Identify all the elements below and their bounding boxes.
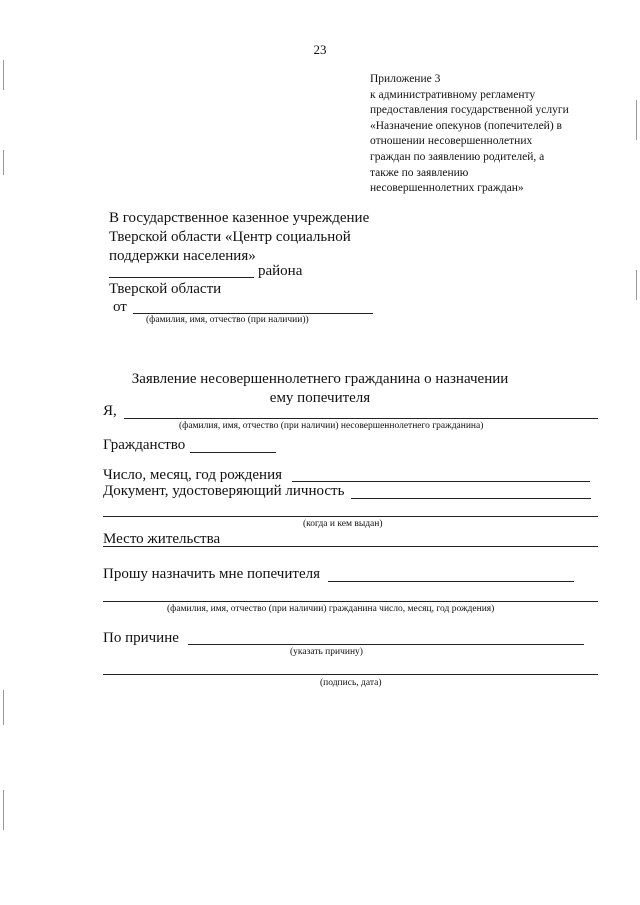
appendix-line: также по заявлению [370,166,469,179]
citizenship-label: Гражданство [103,437,186,453]
district-field[interactable] [109,277,254,278]
appendix-line: отношении несовершеннолетних [370,135,533,148]
document-field-continued[interactable] [103,516,598,517]
scan-edge-mark [636,270,637,300]
appendix-line: несовершеннолетних граждан» [370,182,524,195]
addressee-line-1: В государственное казенное учреждение [109,210,370,226]
from-caption: (фамилия, имя, отчество (при наличии)) [146,315,309,325]
guardian-field[interactable] [328,581,574,582]
appendix-line: Приложение 3 [370,73,441,85]
guardian-field-continued[interactable] [103,601,598,602]
birthdate-label: Число, месяц, год рождения [103,467,282,483]
scan-edge-mark [636,100,637,140]
residence-label: Место жительства [103,531,221,547]
district-suffix: района [258,263,303,279]
from-label: от [113,299,127,315]
region-label: Тверской области [109,281,222,297]
reason-caption: (указать причину) [290,647,363,657]
i-label: Я, [103,403,117,419]
scan-edge-mark [3,150,4,175]
document-caption: (когда и кем выдан) [303,519,383,529]
appendix-line: граждан по заявлению родителей, а [370,150,545,163]
scan-edge-mark [3,60,4,90]
from-field[interactable] [133,313,373,314]
addressee-line-2: Тверской области «Центр социальной [109,229,351,245]
addressee-line-3: поддержки населения» [109,248,256,264]
document-field[interactable] [351,498,591,499]
residence-field[interactable] [103,546,598,547]
document-title [0,370,640,408]
request-label: Прошу назначить мне попечителя [103,566,320,582]
signature-field[interactable] [103,674,598,675]
scan-edge-mark [3,790,4,830]
title-line-2: ему попечителя [269,390,371,406]
appendix-line: «Назначение опекунов (попечителей) в [370,119,562,132]
signature-caption: (подпись, дата) [320,678,382,688]
appendix-line: предоставления государственной услуги [370,104,569,117]
scan-edge-mark [3,690,4,725]
page-number: 23 [313,42,327,57]
reason-field[interactable] [188,644,584,645]
applicant-name-caption: (фамилия, имя, отчество (при наличии) несовершеннолетнего гражданина) [179,421,484,431]
appendix-block [370,72,569,197]
citizenship-field[interactable] [190,452,276,453]
document-label: Документ, удостоверяющий личность [103,483,345,499]
applicant-name-field[interactable] [124,418,598,419]
birthdate-field[interactable] [292,481,590,482]
title-line-1: Заявление несовершеннолетнего гражданина о назначении [131,371,509,387]
appendix-line: к административному регламенту [370,88,536,101]
reason-label: По причине [103,630,179,646]
guardian-caption: (фамилия, имя, отчество (при наличии) гражданина число, месяц, год рождения) [167,604,495,614]
